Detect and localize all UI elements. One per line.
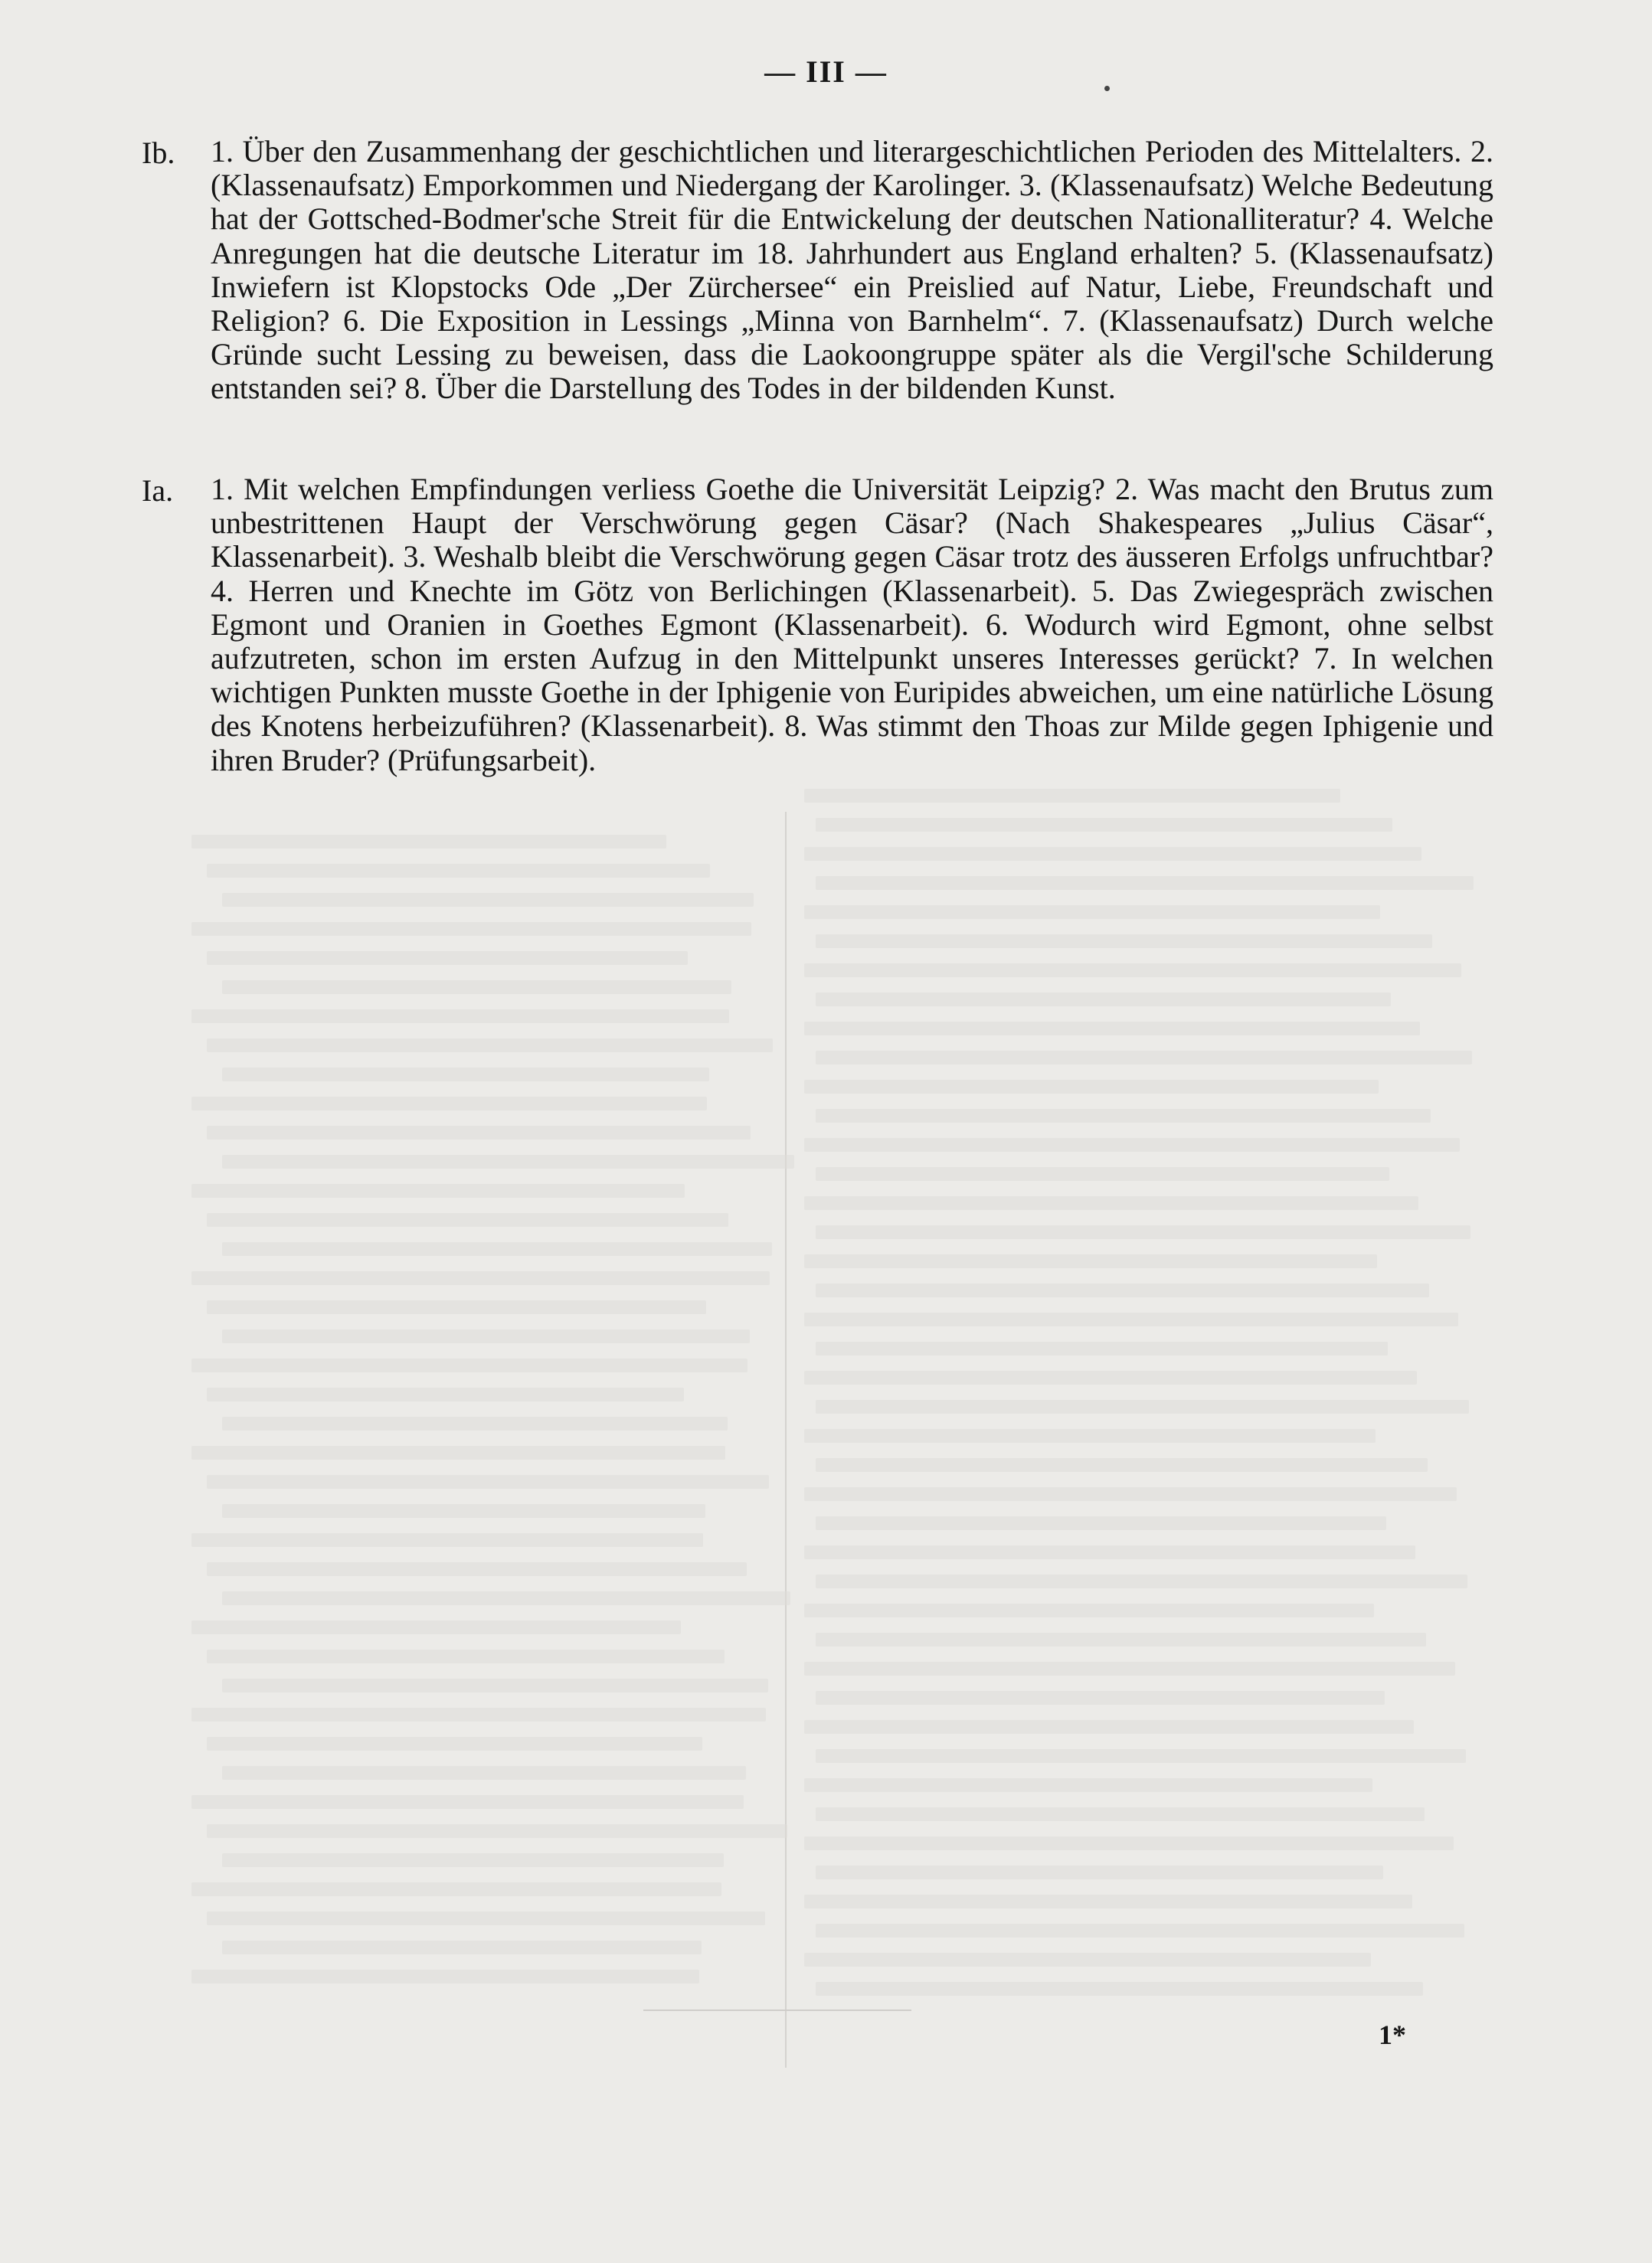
ghost-text-line: [191, 1446, 725, 1460]
ghost-text-line: [222, 1679, 768, 1692]
ghost-text-line: [222, 1329, 750, 1343]
ghost-text-line: [207, 1388, 684, 1401]
ghost-text-line: [191, 1970, 699, 1983]
ghost-text-line: [816, 876, 1474, 890]
ghost-text-line: [804, 1778, 1372, 1792]
ghost-text-line: [816, 1749, 1466, 1763]
ghost-text-line: [804, 1022, 1420, 1035]
section-ia: [142, 473, 1493, 817]
ghost-text-line: [816, 1225, 1470, 1239]
ghost-text-line: [222, 980, 731, 994]
ghost-text-line: [207, 1126, 751, 1140]
ghost-text-line: [222, 1504, 705, 1518]
ghost-text-line: [804, 1138, 1460, 1152]
ghost-text-line: [207, 951, 688, 965]
ghost-text-line: [191, 1708, 766, 1722]
ghost-text-line: [804, 1720, 1414, 1734]
ghost-text-line: [222, 1155, 794, 1169]
ghost-text-line: [222, 1591, 790, 1605]
ghost-text-line: [804, 847, 1421, 861]
ghost-text-line: [207, 864, 710, 878]
ghost-text-line: [191, 1533, 703, 1547]
ghost-text-line: [207, 1562, 747, 1576]
ghost-text-line: [191, 1271, 770, 1285]
ink-dot: [1104, 86, 1110, 91]
ghost-text-line: [222, 1941, 702, 1954]
ghost-text-line: [207, 1475, 769, 1489]
ghost-text-line: [207, 1038, 773, 1052]
ghost-text-line: [804, 1545, 1415, 1559]
ghost-text-line: [191, 1009, 729, 1023]
ghost-text-line: [816, 1691, 1385, 1705]
ghost-text-line: [207, 1300, 706, 1314]
ghost-text-line: [222, 1068, 709, 1081]
ghost-text-line: [191, 1097, 707, 1110]
ghost-text-line: [816, 1109, 1431, 1123]
ghost-text-line: [816, 818, 1392, 832]
ghost-text-line: [804, 963, 1461, 977]
ghost-text-line: [207, 1650, 725, 1663]
section-text-ia: 1. Mit welchen Empfindungen verliess Goethe die Universität Leipzig? 2. Was macht den Brutus zum unbestrittenen Haupt der Verschwörung gegen Cäsar? (Nach Shakespeares „Julius Cäsar“, Klassenarbeit). 3. Weshalb bleibt die Verschwörung gegen Cäsar trotz des äusseren Erfolgs unfruchtbar? 4. Herren und Knechte im Götz von Berlichingen (Klassenarbeit). 5. Das Zwiegespräch zwischen Egmont und Oranien in Goethes Egmont (Klassenarbeit). 6. Wodurch wird Egmont, ohne selbst aufzutreten, schon im ersten Aufzug in den Mittelpunkt unseres Interesses gerückt? 7. In welchen wichtigen Punkten musste Goethe in der Iphigenie von Euripides abweichen, um eine natürliche Lösung des Knotens herbeizuführen? (Klassenarbeit). 8. Was stimmt den Thoas zur Milde gegen Iphigenie und ihren Bruder? (Prüfungsarbeit).: [211, 472, 1493, 777]
ghost-text-line: [816, 934, 1432, 948]
ghost-text-line: [816, 1167, 1389, 1181]
section-ib: [142, 135, 1493, 510]
ghost-text-line: [816, 993, 1391, 1006]
ghost-text-line: [804, 1953, 1371, 1967]
ghost-text-line: [207, 1824, 787, 1838]
ghost-text-line: [816, 1516, 1386, 1530]
ghost-text-line: [191, 1184, 685, 1198]
ghost-text-line: [207, 1911, 765, 1925]
ghost-text-line: [222, 1242, 772, 1256]
section-label-ib: Ib.: [142, 136, 175, 170]
ghost-text-line: [816, 1342, 1388, 1356]
printer-signature: 1*: [1379, 2019, 1406, 2050]
ghost-text-line: [804, 1371, 1417, 1385]
ghost-text-line: [191, 1882, 721, 1896]
ghost-text-line: [804, 1254, 1377, 1268]
ghost-text-line: [804, 1604, 1374, 1617]
section-text-ib: 1. Über den Zusammenhang der geschichtlichen und literargeschichtlichen Perioden des Mittelalters. 2. (Klassenaufsatz) Emporkommen und Niedergang der Karolinger. 3. (Klassenaufsatz) Welche Bedeutung hat der Gottsched-Bodmer'sche Streit für die Entwickelung der deutschen Nationalliteratur? 4. Welche Anregungen hat die deutsche Literatur im 18. Jahrhundert aus England erhalten? 5. (Klassenaufsatz) Inwiefern ist Klopstocks Ode „Der Zürchersee“ ein Preislied auf Natur, Liebe, Freundschaft und Religion? 6. Die Exposition in Lessings „Minna von Barnhelm“. 7. (Klassenaufsatz) Durch welche Gründe sucht Lessing zu beweisen, dass die Laokoongruppe später als die Vergil'sche Schilderung entstanden sei? 8. Über die Darstellung des Todes in der bildenden Kunst.: [211, 134, 1493, 406]
ghost-text-line: [222, 893, 754, 907]
ghost-text-line: [804, 905, 1380, 919]
ghost-text-line: [804, 1662, 1455, 1676]
ghost-text-line: [207, 1737, 702, 1751]
ghost-text-line: [816, 1284, 1429, 1297]
ghost-text-line: [191, 1359, 747, 1372]
ghost-text-line: [191, 922, 751, 936]
ghost-text-line: [222, 1853, 724, 1867]
section-label-ia: Ia.: [142, 473, 174, 508]
ghost-text-line: [816, 1633, 1426, 1647]
ghost-text-line: [804, 1487, 1457, 1501]
ghost-text-line: [816, 1400, 1469, 1414]
ghost-text-line: [804, 1196, 1418, 1210]
ghost-text-line: [222, 1417, 728, 1431]
ghost-text-line: [816, 1051, 1472, 1064]
ghost-text-line: [804, 1080, 1379, 1094]
ghost-text-line: [816, 1575, 1467, 1588]
ghost-text-line: [816, 1458, 1428, 1472]
ghost-text-line: [804, 1429, 1376, 1443]
ghost-text-line: [816, 1866, 1383, 1879]
ghost-text-line: [191, 1620, 681, 1634]
ghost-text-line: [804, 1895, 1412, 1908]
ghost-text-line: [222, 1766, 746, 1780]
ghost-text-line: [804, 1836, 1454, 1850]
ghost-text-line: [207, 1213, 728, 1227]
ghost-text-line: [816, 1924, 1464, 1938]
page-number: — III —: [764, 54, 888, 89]
ghost-text-line: [804, 1313, 1458, 1326]
footer-rule: [643, 2010, 911, 2011]
ghost-text-line: [191, 835, 666, 849]
ghost-text-line: [191, 1795, 744, 1809]
ghost-text-line: [816, 1807, 1425, 1821]
ghost-text-line: [816, 1982, 1423, 1996]
